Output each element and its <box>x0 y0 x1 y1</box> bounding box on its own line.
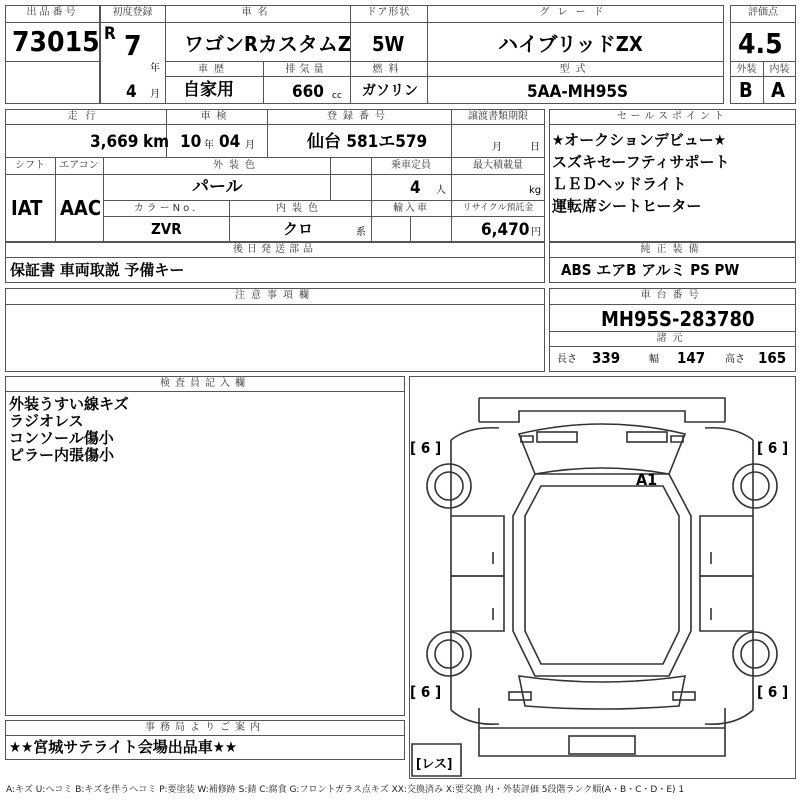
transfer-month: 月 <box>492 142 502 153</box>
ac-label: エアコン <box>59 160 99 171</box>
import-label: 輸入車 <box>393 203 429 214</box>
interior-label: 内装 <box>769 64 790 75</box>
fuel-label: 燃料 <box>372 64 405 75</box>
capacity-unit: 人 <box>436 185 446 196</box>
equipment-label: 純正装備 <box>640 244 705 255</box>
cc-unit: cc <box>332 91 342 101</box>
tire-mark-rl: [ 6 ] <box>410 683 442 701</box>
shift-label: シフト <box>15 160 45 171</box>
grade: ハイブリッドZX <box>498 32 643 56</box>
width-label: 幅 <box>649 354 659 365</box>
load-unit: kg <box>529 185 542 196</box>
detail-box <box>5 109 545 242</box>
capacity: 4 <box>410 178 421 198</box>
parts-label: 後日発送部品 <box>233 244 317 255</box>
car-name: ワゴンRカスタムZ <box>184 32 351 56</box>
name-label: 車名 <box>241 7 274 18</box>
month-unit: 月 <box>150 89 160 100</box>
height-label: 高さ <box>725 354 745 365</box>
recycle-unit: 円 <box>531 227 541 238</box>
tire-mark-rr: [ 6 ] <box>757 683 789 701</box>
plate-label: 登録番号 <box>327 111 391 122</box>
legend: A:キズ U:ヘコミ B:キズを伴うヘコミ P:要塗装 W:補修跡 S:錆 C:腐食 G:フロントガラス点キズ XX:交換済み X:要交換 内・外装評価 5段階ランク順(A・B・C・D・E) 1 <box>6 785 685 795</box>
sales-label: セールスポイント <box>616 111 729 122</box>
insp-year-unit: 年 <box>204 140 214 151</box>
mileage-label: 走行 <box>67 111 104 122</box>
chassis-label: 車台番号 <box>640 290 705 301</box>
interior-grade: A <box>771 78 785 102</box>
car-diagram <box>409 376 796 779</box>
dims-label: 諸元 <box>656 333 689 344</box>
insp-month-unit: 月 <box>245 140 255 151</box>
first-reg-label: 初度登録 <box>112 7 153 18</box>
inspector-label: 検査員記入欄 <box>160 378 250 389</box>
tire-mark-fl: [ 6 ] <box>410 439 442 457</box>
recycle-label: リサイクル預託金 <box>462 203 534 213</box>
sales-point-2: スズキセーフティサポート <box>552 153 730 171</box>
notes-label: 注意事項欄 <box>235 290 315 301</box>
plate-number: 仙台 581エ579 <box>307 132 428 152</box>
fuel: ガソリン <box>362 83 418 99</box>
damage-mark: A1 <box>636 470 658 489</box>
model-label: 型式 <box>559 64 592 75</box>
lot-number: 73015 <box>12 25 100 58</box>
score: 4.5 <box>738 27 783 60</box>
shift: IAT <box>11 196 43 220</box>
width: 147 <box>677 349 706 367</box>
mileage: 3,669 <box>90 132 139 152</box>
sales-point-4: 運転席シートヒーター <box>552 197 702 215</box>
office-text: ★★宮城サテライト会場出品車★★ <box>9 738 237 756</box>
displacement: 660 <box>292 82 324 102</box>
equipment-items: ABS エアB アルミ PS PW <box>561 261 740 279</box>
parts-items: 保証書 車両取説 予備キー <box>10 261 185 279</box>
intcolor-unit: 系 <box>356 227 366 238</box>
tire-mark-fr: [ 6 ] <box>757 439 789 457</box>
model-code: 5AA-MH95S <box>527 82 628 102</box>
spare-tire-mark: [レス] <box>416 757 453 772</box>
interior-color: クロ <box>283 220 314 238</box>
score-label: 評価点 <box>748 7 778 18</box>
chassis-number: MH95S-283780 <box>601 307 755 331</box>
capacity-label: 乗車定員 <box>391 160 431 171</box>
grade-label: グレード <box>539 7 612 18</box>
reg-month: 4 <box>126 82 137 102</box>
inspector-line-3: コンソール傷小 <box>9 429 114 447</box>
history: 自家用 <box>183 80 234 100</box>
mileage-unit: km <box>143 132 170 152</box>
colorno-label: カラーNo. <box>133 203 199 214</box>
reg-year: 7 <box>124 29 142 62</box>
length: 339 <box>592 349 621 367</box>
length-label: 長さ <box>557 354 577 365</box>
door-label: ドア形状 <box>366 7 411 18</box>
inspection-label: 車検 <box>200 111 233 122</box>
sales-point-3: ＬＥＤヘッドライト <box>552 175 687 193</box>
exterior-grade: B <box>739 78 753 102</box>
intcolor-label: 内装色 <box>276 203 324 214</box>
year-unit: 年 <box>150 63 160 74</box>
history-label: 車歴 <box>198 64 230 75</box>
inspector-line-4: ピラー内張傷小 <box>9 446 115 464</box>
transfer-day: 日 <box>530 142 540 153</box>
office-label: 事務局よりご案内 <box>145 722 265 733</box>
era: R <box>104 24 116 44</box>
inspector-line-1: 外装うすい線キズ <box>9 395 129 413</box>
height: 165 <box>758 349 787 367</box>
lot-label: 出品番号 <box>26 7 79 18</box>
sales-point-1: ★オークションデビュー★ <box>552 131 726 149</box>
insp-month: 04 <box>219 132 241 152</box>
insp-year: 10 <box>180 132 202 152</box>
transfer-label: 譲渡書類期限 <box>468 111 528 122</box>
color-number: ZVR <box>151 220 182 238</box>
recycle-fee: 6,470 <box>481 220 530 240</box>
ac: AAC <box>60 196 102 220</box>
color-label: 外装色 <box>213 160 261 171</box>
door-type: 5W <box>372 32 405 56</box>
displacement-label: 排気量 <box>285 64 328 75</box>
load-label: 最大積載量 <box>473 160 523 171</box>
exterior-label: 外装 <box>736 64 757 75</box>
exterior-color: パール <box>192 177 243 197</box>
inspector-line-2: ラジオレス <box>9 412 84 430</box>
